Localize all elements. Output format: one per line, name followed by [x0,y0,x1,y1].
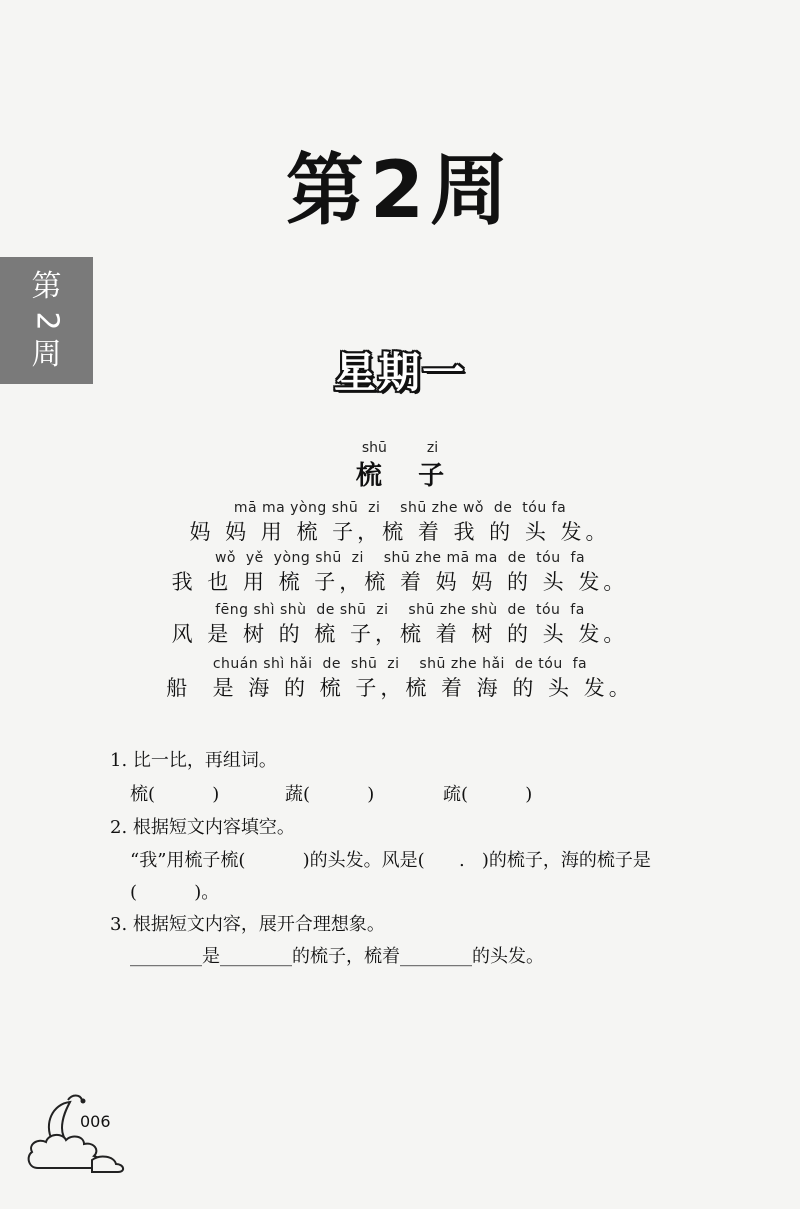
poem-line-pinyin: fēng shì shù de shū zi shū zhe shù de tóu fa [215,602,585,618]
poem-line-1 [0,500,800,546]
question-3-line[interactable]: ________是________的梳子，梳着________的头发。 [130,946,544,967]
poem-line-2 [0,550,800,596]
poem-line-hanzi: 船 是 海 的 梳 子，梳 着 海 的 头 发。 [166,676,634,700]
question-2-prompt: 2. 根据短文内容填空。 [110,817,295,838]
day-title: 星期一 [333,348,466,397]
question-2-line-1[interactable]: “我”用梳子梳( )的头发。风是( . )的梳子，海的梳子是 [130,850,651,871]
poem-line-hanzi: 我 也 用 梳 子，梳 着 妈 妈 的 头 发。 [171,570,629,594]
question-2-line-2[interactable]: ( )。 [130,882,220,903]
week-title: 第2周 [285,146,515,236]
poem-line-pinyin: mā ma yòng shū zi shū zhe wǒ de tóu fa [233,500,567,516]
question-3-prompt: 3. 根据短文内容，展开合理想象。 [110,914,385,935]
side-tab-char-2: 2 [29,310,65,331]
side-tab-char-3: 周 [31,336,62,372]
poem-line-3 [0,602,800,648]
side-tab-char-1: 第 [31,268,62,304]
poem-line-hanzi: 风 是 树 的 梳 子，梳 着 树 的 头 发。 [171,622,629,646]
question-1-prompt: 1. 比一比，再组词。 [110,750,277,771]
poem-title-pinyin: shū zi [361,440,439,456]
poem-line-4 [0,656,800,702]
poem-line-pinyin: chuán shì hǎi de shū zi shū zhe hǎi de tóu fa [212,656,588,672]
poem-line-pinyin: wǒ yě yòng shū zi shū zhe mā ma de tóu fa [214,550,586,566]
answer-blank[interactable]: 蔬( ) [285,784,375,805]
page-number: 006 [80,1112,111,1131]
answer-blank[interactable]: 疏( ) [443,784,533,805]
page-number-badge [22,1090,132,1175]
answer-blank[interactable]: 梳( ) [130,784,220,805]
poem-title: 梳 子 [355,461,445,491]
moon-cloud-icon [22,1090,132,1175]
poem-line-hanzi: 妈 妈 用 梳 子，梳 着 我 的 头 发。 [189,520,611,544]
